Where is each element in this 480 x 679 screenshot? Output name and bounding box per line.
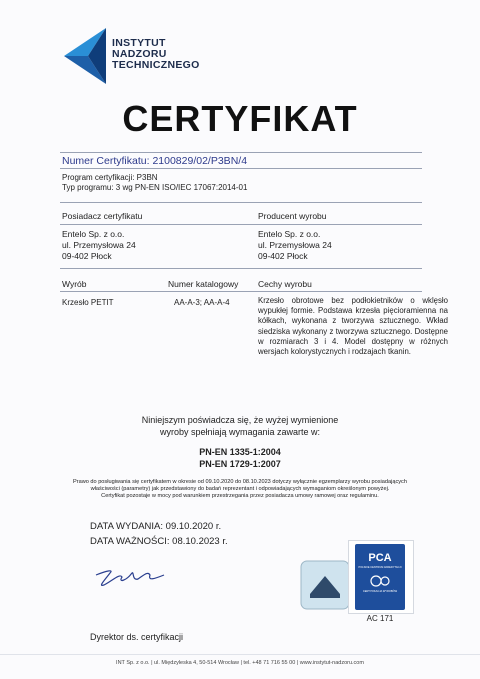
holder-header: Posiadacz certyfikatu bbox=[62, 211, 143, 221]
divider bbox=[60, 224, 422, 225]
certificate-number bbox=[62, 155, 247, 167]
pca-accreditation-badge bbox=[355, 544, 405, 610]
features-header: Cechy wyrobu bbox=[258, 279, 312, 289]
seal-hologram-icon bbox=[300, 560, 350, 610]
company-logo bbox=[62, 26, 212, 88]
logo-line2: NADZORU bbox=[112, 48, 167, 60]
product-header: Wyrób bbox=[62, 279, 87, 289]
legal-line3: Certyfikat pozostaje w mocy pod warunkiem przestrzegania przez posiadacza umowy ramowej oraz regulaminu. bbox=[101, 493, 379, 500]
holder-section bbox=[62, 211, 142, 221]
cert-number-label: Numer Certyfikatu: bbox=[62, 155, 150, 167]
product-name: Krzesło PETIT bbox=[62, 298, 114, 307]
catalog-number: AA-A-3; AA-A-4 bbox=[174, 298, 230, 307]
standards bbox=[0, 446, 480, 470]
valid-date: DATA WAŻNOŚCI: 08.10.2023 r. bbox=[90, 536, 228, 547]
divider bbox=[60, 291, 422, 292]
divider bbox=[60, 268, 422, 269]
catalog-header: Numer katalogowy bbox=[168, 279, 239, 289]
holder-city: 09-402 Płock bbox=[62, 251, 112, 261]
pca-title: PCA bbox=[368, 552, 392, 564]
divider bbox=[60, 202, 422, 203]
producer-city: 09-402 Płock bbox=[258, 251, 308, 261]
issue-date: DATA WYDANIA: 09.10.2020 r. bbox=[90, 521, 222, 532]
accreditation-number: AC 171 bbox=[366, 614, 394, 623]
statement-line2: wyroby spełniają wymagania zawarte w: bbox=[159, 427, 321, 437]
producer-street: ul. Przemysłowa 24 bbox=[258, 240, 332, 250]
producer-section bbox=[258, 211, 327, 221]
logo-text bbox=[112, 38, 200, 71]
statement-line1: Niniejszym poświadcza się, że wyżej wymienione bbox=[141, 415, 339, 425]
pca-bottom-text: CERTYFIKACJA WYROBÓW bbox=[362, 590, 398, 593]
pca-subtitle: POLSKIE CENTRUM AKREDYTACJI bbox=[358, 566, 402, 569]
producer-header: Producent wyrobu bbox=[258, 211, 327, 221]
holder-name: Entelo Sp. z o.o. bbox=[62, 229, 125, 239]
program-info bbox=[62, 173, 247, 193]
holder-street: ul. Przemysłowa 24 bbox=[62, 240, 136, 250]
logo-icon bbox=[62, 26, 110, 86]
legal-line1: Prawo do posługiwania się certyfikatem w okresie od 09.10.2020 do 08.10.2023 dotyczy wyłącznie egzemplarzy wyrobu posiadających bbox=[73, 479, 407, 485]
legal-line2: właściwości (parametry) jak przedstawiony do badań reprezentant i odpowiadających wymaganiom określonym powyżej. bbox=[90, 486, 390, 493]
holder-address bbox=[62, 229, 136, 262]
statement bbox=[0, 414, 480, 438]
certificate-title: CERTYFIKAT bbox=[122, 98, 358, 139]
gears-icon bbox=[369, 574, 391, 588]
signer-title: Dyrektor ds. certyfikacji bbox=[90, 632, 184, 642]
standard-2: PN-EN 1729-1:2007 bbox=[199, 459, 281, 469]
signature-image bbox=[92, 563, 172, 593]
producer-name: Entelo Sp. z o.o. bbox=[258, 229, 321, 239]
producer-address bbox=[258, 229, 332, 262]
cert-number-value: 2100829/02/P3BN/4 bbox=[152, 155, 248, 167]
logo-line1: INSTYTUT bbox=[112, 37, 166, 49]
program-line2: Typ programu: 3 wg PN-EN ISO/IEC 17067:2014-01 bbox=[62, 183, 248, 192]
footer-contact: INT Sp. z o.o. | ul. Międzyleska 4, 50-514 Wrocław | tel. +48 71 716 55 00 | www.instytut-nadzoru.com bbox=[116, 660, 364, 666]
standard-1: PN-EN 1335-1:2004 bbox=[199, 447, 281, 457]
program-line1: Program certyfikacji: P3BN bbox=[62, 173, 158, 182]
divider bbox=[60, 168, 422, 169]
divider bbox=[60, 152, 422, 153]
product-features: Krzesło obrotowe bez podłokietników o wklęsło wypukłej formie. Podstawa krzesła pięcioramienna na kółkach, wykonana z tworzywa sztucznego. Wkład siedziska wykonany z tworzywa sztucznego. Dostępne w rozmiarach 3 i 4. Model dostępny w różnych wersjach kolorystycznych i rodzajach tkanin. bbox=[258, 296, 448, 357]
footer-divider bbox=[0, 654, 480, 655]
logo-line3: TECHNICZNEGO bbox=[112, 59, 200, 71]
legal-notice bbox=[70, 479, 410, 501]
